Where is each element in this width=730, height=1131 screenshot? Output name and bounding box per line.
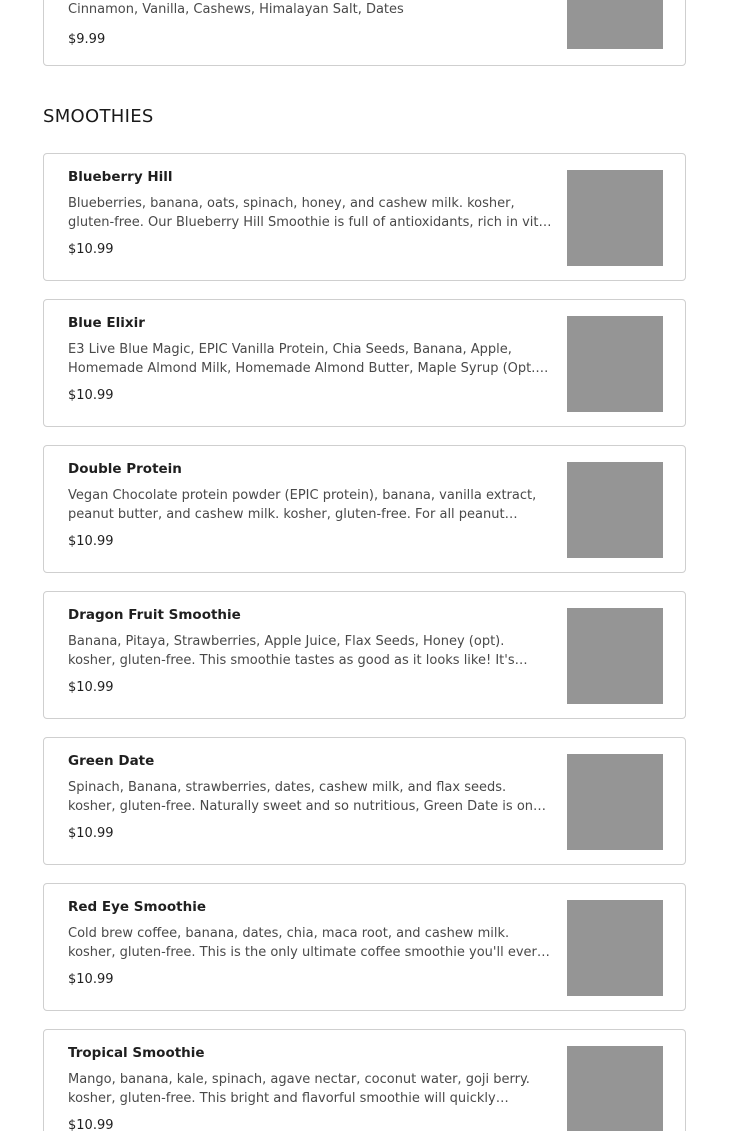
item-name: Double Protein xyxy=(68,461,182,477)
item-name: Blue Elixir xyxy=(68,315,145,331)
item-description: Banana, Pitaya, Strawberries, Apple Juice, Flax Seeds, Honey (opt). kosher, gluten-free. This smoothie tastes as good as it looks like! It's xyxy=(68,634,515,668)
item-name: Green Date xyxy=(68,753,155,769)
item-image xyxy=(567,170,663,266)
menu-item-card[interactable] xyxy=(43,591,686,719)
item-description: Vegan Chocolate protein powder (EPIC protein), banana, vanilla extract, peanut butter, and cashew milk. kosher, gluten-free. For all peanut xyxy=(68,488,537,522)
item-price: $10.99 xyxy=(68,826,114,841)
item-description: Blueberries, banana, oats, spinach, honey, and cashew milk. kosher, gluten-free. Our Blueberry Hill Smoothie is full of antioxidants, rich in vital xyxy=(68,196,551,230)
item-image xyxy=(567,316,663,412)
menu-item-card[interactable] xyxy=(43,737,686,865)
item-image xyxy=(567,0,663,49)
menu-item-card[interactable] xyxy=(43,0,686,66)
item-description: Spinach, Banana, strawberries, dates, cashew milk, and flax seeds. kosher, gluten-free. Naturally sweet and so nutritious, Green Date is one xyxy=(68,780,542,814)
item-name: Tropical Smoothie xyxy=(68,1045,205,1061)
item-price: $10.99 xyxy=(68,388,114,403)
item-price: $10.99 xyxy=(68,242,114,257)
item-price: $10.99 xyxy=(68,680,114,695)
item-description: Mango, banana, kale, spinach, agave nectar, coconut water, goji berry. kosher, gluten-free. This bright and flavorful smoothie will quickly xyxy=(68,1072,530,1106)
item-price: $10.99 xyxy=(68,1118,114,1131)
item-description: Cinnamon, Vanilla, Cashews, Himalayan Salt, Dates xyxy=(68,2,404,17)
menu-item-card[interactable] xyxy=(43,153,686,281)
item-description: Cold brew coffee, banana, dates, chia, maca root, and cashew milk. kosher, gluten-free. This is the only ultimate coffee smoothie you'll ever xyxy=(68,926,537,960)
item-name: Red Eye Smoothie xyxy=(68,899,206,915)
item-image xyxy=(567,608,663,704)
item-image xyxy=(567,1046,663,1131)
item-name: Dragon Fruit Smoothie xyxy=(68,607,241,623)
item-image xyxy=(567,754,663,850)
item-description: E3 Live Blue Magic, EPIC Vanilla Protein, Chia Seeds, Banana, Apple, Homemade Almond Milk, Homemade Almond Butter, Maple Syrup (Opt.) xyxy=(68,342,541,376)
item-name: Blueberry Hill xyxy=(68,169,173,185)
section-title-smoothies: SMOOTHIES xyxy=(43,106,154,127)
item-image xyxy=(567,462,663,558)
item-image xyxy=(567,900,663,996)
menu-item-card[interactable] xyxy=(43,299,686,427)
menu-item-card[interactable] xyxy=(43,1029,686,1131)
menu-item-card[interactable] xyxy=(43,445,686,573)
item-price: $10.99 xyxy=(68,972,114,987)
item-price: $10.99 xyxy=(68,534,114,549)
menu-item-card[interactable] xyxy=(43,883,686,1011)
item-price: $9.99 xyxy=(68,32,106,47)
